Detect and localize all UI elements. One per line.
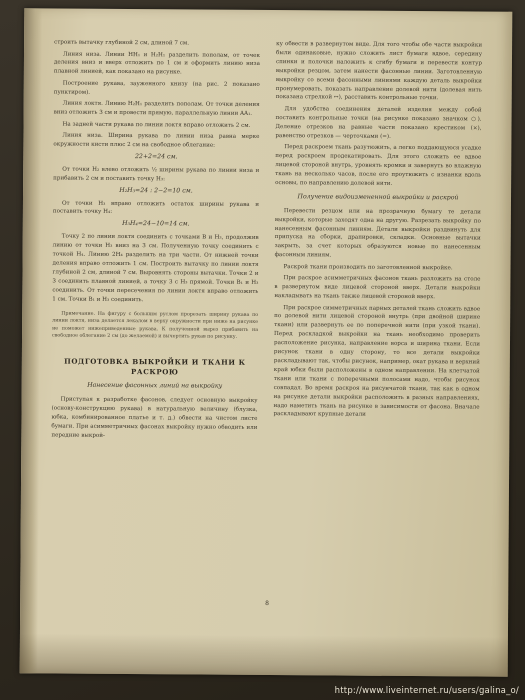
footnote: Примечание. На фигуру с большим руслом прорезать ширину рукава по линии локтя, низа делается лекалом в верху окружности при ниже на рисунке не поможет нижеприведенные рукава. К полученной вырез прибавить на свободное облегание 2 см (до желаемой) и вычертить рукав по рисунку. xyxy=(52,311,259,341)
page-number: 8 xyxy=(265,600,270,608)
formula: H₃H₄=24−10=14 см. xyxy=(122,220,190,228)
paragraph: Приступая к разработке фасонов, следует основную выкройку (основу-конструкцию рукава) в натуральную величину (блузка, юбка, комбинированное платье и т. д.) обвести на чистом листе бумаги. При асимметричных фасонах выкройку нужно обводить или передние выкрой- xyxy=(51,396,258,439)
section-heading: ПОДГОТОВКА ВЫКРОЙКИ И ТКАНИ К РАСКРОЮ xyxy=(64,356,246,377)
left-column xyxy=(51,39,260,444)
paragraph: Линия низа. Линии HH₁ и H₂H₁ разделить пополам, от точек деления вниз и вверх отложить по 1 см и оформить линию низа плавной линией, как показано на рисунке. xyxy=(53,51,261,76)
paragraph: На задней части рукава по линии локтя вправо отложить 2 см. xyxy=(62,121,251,129)
paragraph: Точку 2 по линии локтя соединить с точками B и H₃, продолжив линию от точки H₃ вниз на 3 см. Полученную точку соединить с точкой H₄. Линию 2H₄ разделить на три части. От нижней точки деления вправо отложить 1 см. Построить вытачку по линии локтя глубиной 2 см, длиной 7 см. Выровнять стороны вытачки. Точки 2 и 3 соединить плавной линией, а точку 3 с H₃ прямой. Точки B₁ и H₃ соединить. От точки пересечения по линии локтя вправо отложить 1 см. Точки B₁ и H₃ соединить. xyxy=(52,233,259,303)
paragraph: ку обвести в развернутом виде. Для того чтобы обе части выкройки были одинаковые, нужно сложить лист бумаги вдвое, середину спинки и полочки наложить к сгибу бумаги и перевести контур выкройки резцом, затем нанести фасонные линии. Заготовленную выкройку со всеми фасонными линиями каждую деталь выкройки пронумеровать, показать направление долевой нити (долевая нить показана стрелкой ↔), расставить контрольные точки. xyxy=(275,41,483,102)
paragraph: Построение рукава, зауженного книзу (на рис. 2 показано пунктиром). xyxy=(53,80,260,96)
paragraph: Раскрой ткани производить по заготовленной выкройке. xyxy=(283,263,453,272)
right-column xyxy=(273,40,482,423)
paragraph: Линия локтя. Линию H₂H₁ разделить пополам. От точки деления вниз отложить 3 см и провести прямую, параллельную линии AA₁. xyxy=(53,100,260,118)
subsection-heading: Нанесение фасонных линий на выкройку xyxy=(87,381,223,390)
subsection-heading: Получение видоизмененной выкройки и раскрой xyxy=(297,192,459,202)
paragraph: При раскрое симметричных парных деталей ткань сложить вдвое по долевой нити лицевой стороной внутрь (при двойной ширине ткани) или развернуть ее по поперечной нити (при узкой ткани). Перед раскладкой выкройки на ткань необходимо проверить расположение рисунка, направление ворса и ширина ткани. Если рисунок ткани в одну сторону, то все детали выкройки раскладывают так, чтобы рисунок, например, окат рукава и верхний край юбки были расположены в одном направлении. На клетчатой ткани или ткани с поперечными полосами надо, чтобы рисунок совпадал. Во время раскроя на рисунчатой ткани, так как в одном на рисунке детали выкройки расположить в разных направлениях, надо наметить ткань на рисунке в зависимости от фасона. Вначале раскладывают крупные детали xyxy=(273,304,481,419)
paragraph: От точки H₃ вправо отложить остаток ширины рукава и поставить точку H₄: xyxy=(52,200,259,216)
book-page xyxy=(20,8,513,676)
page-gutter xyxy=(20,8,43,673)
paragraph: Линия низа. Ширина рукава по линии низа равна мерке окружности кисти плюс 2 см на свободное облегание: xyxy=(53,132,260,149)
paragraph: Перевести резцом или на прозрачную бумагу те детали выкройки, которые заходят одна на другую. Разрезать выкройку по нанесенным фасонным линиям. Детали выкройки раздвинуть для припуска на сборки, драпировки, складки. Основные вытачки закрыть, за счет которых образуются новые по нанесенным фасонным линиям. xyxy=(274,207,481,259)
paragraph: Перед раскроем ткань разутюжить, а легко поддающуюся усадке перед раскроем продекатировать. Для этого сложить ее вдвое лицевой стороной внутрь, уровнять кромки и завернуть во влажную ткань на несколько часов, после его проутюжить с изнанки вдоль основы, по направлению долевой нити. xyxy=(275,144,482,187)
page-shadow xyxy=(20,633,508,676)
formula: 22+2=24 см. xyxy=(134,153,178,161)
watermark-url: http://www.liveinternet.ru/users/galina_o/ xyxy=(334,686,519,696)
paragraph: От точки H₂ влево отложить ½ ширины рукава по линии низа и прибавить 2 см и поставить точку H₃: xyxy=(53,166,260,183)
paragraph: Для удобства соединения деталей изделия между собой поставить контрольные точки (на рисунке показано значком ○). Деление отрезков на равные части показано крестиком (×), равенство отрезков — черточками (=). xyxy=(275,106,482,140)
paragraph: строить вытачку глубиной 2 см, длиной 7 см. xyxy=(54,39,190,47)
formula: H₂H₃=24 : 2−2=10 см. xyxy=(119,186,193,195)
paragraph: При раскрое асимметричных фасонов ткань разложить на столе в развернутом виде лицевой стороной вверх. Детали выкройки накладывать на ткань также лицевой стороной вверх. xyxy=(274,275,481,301)
